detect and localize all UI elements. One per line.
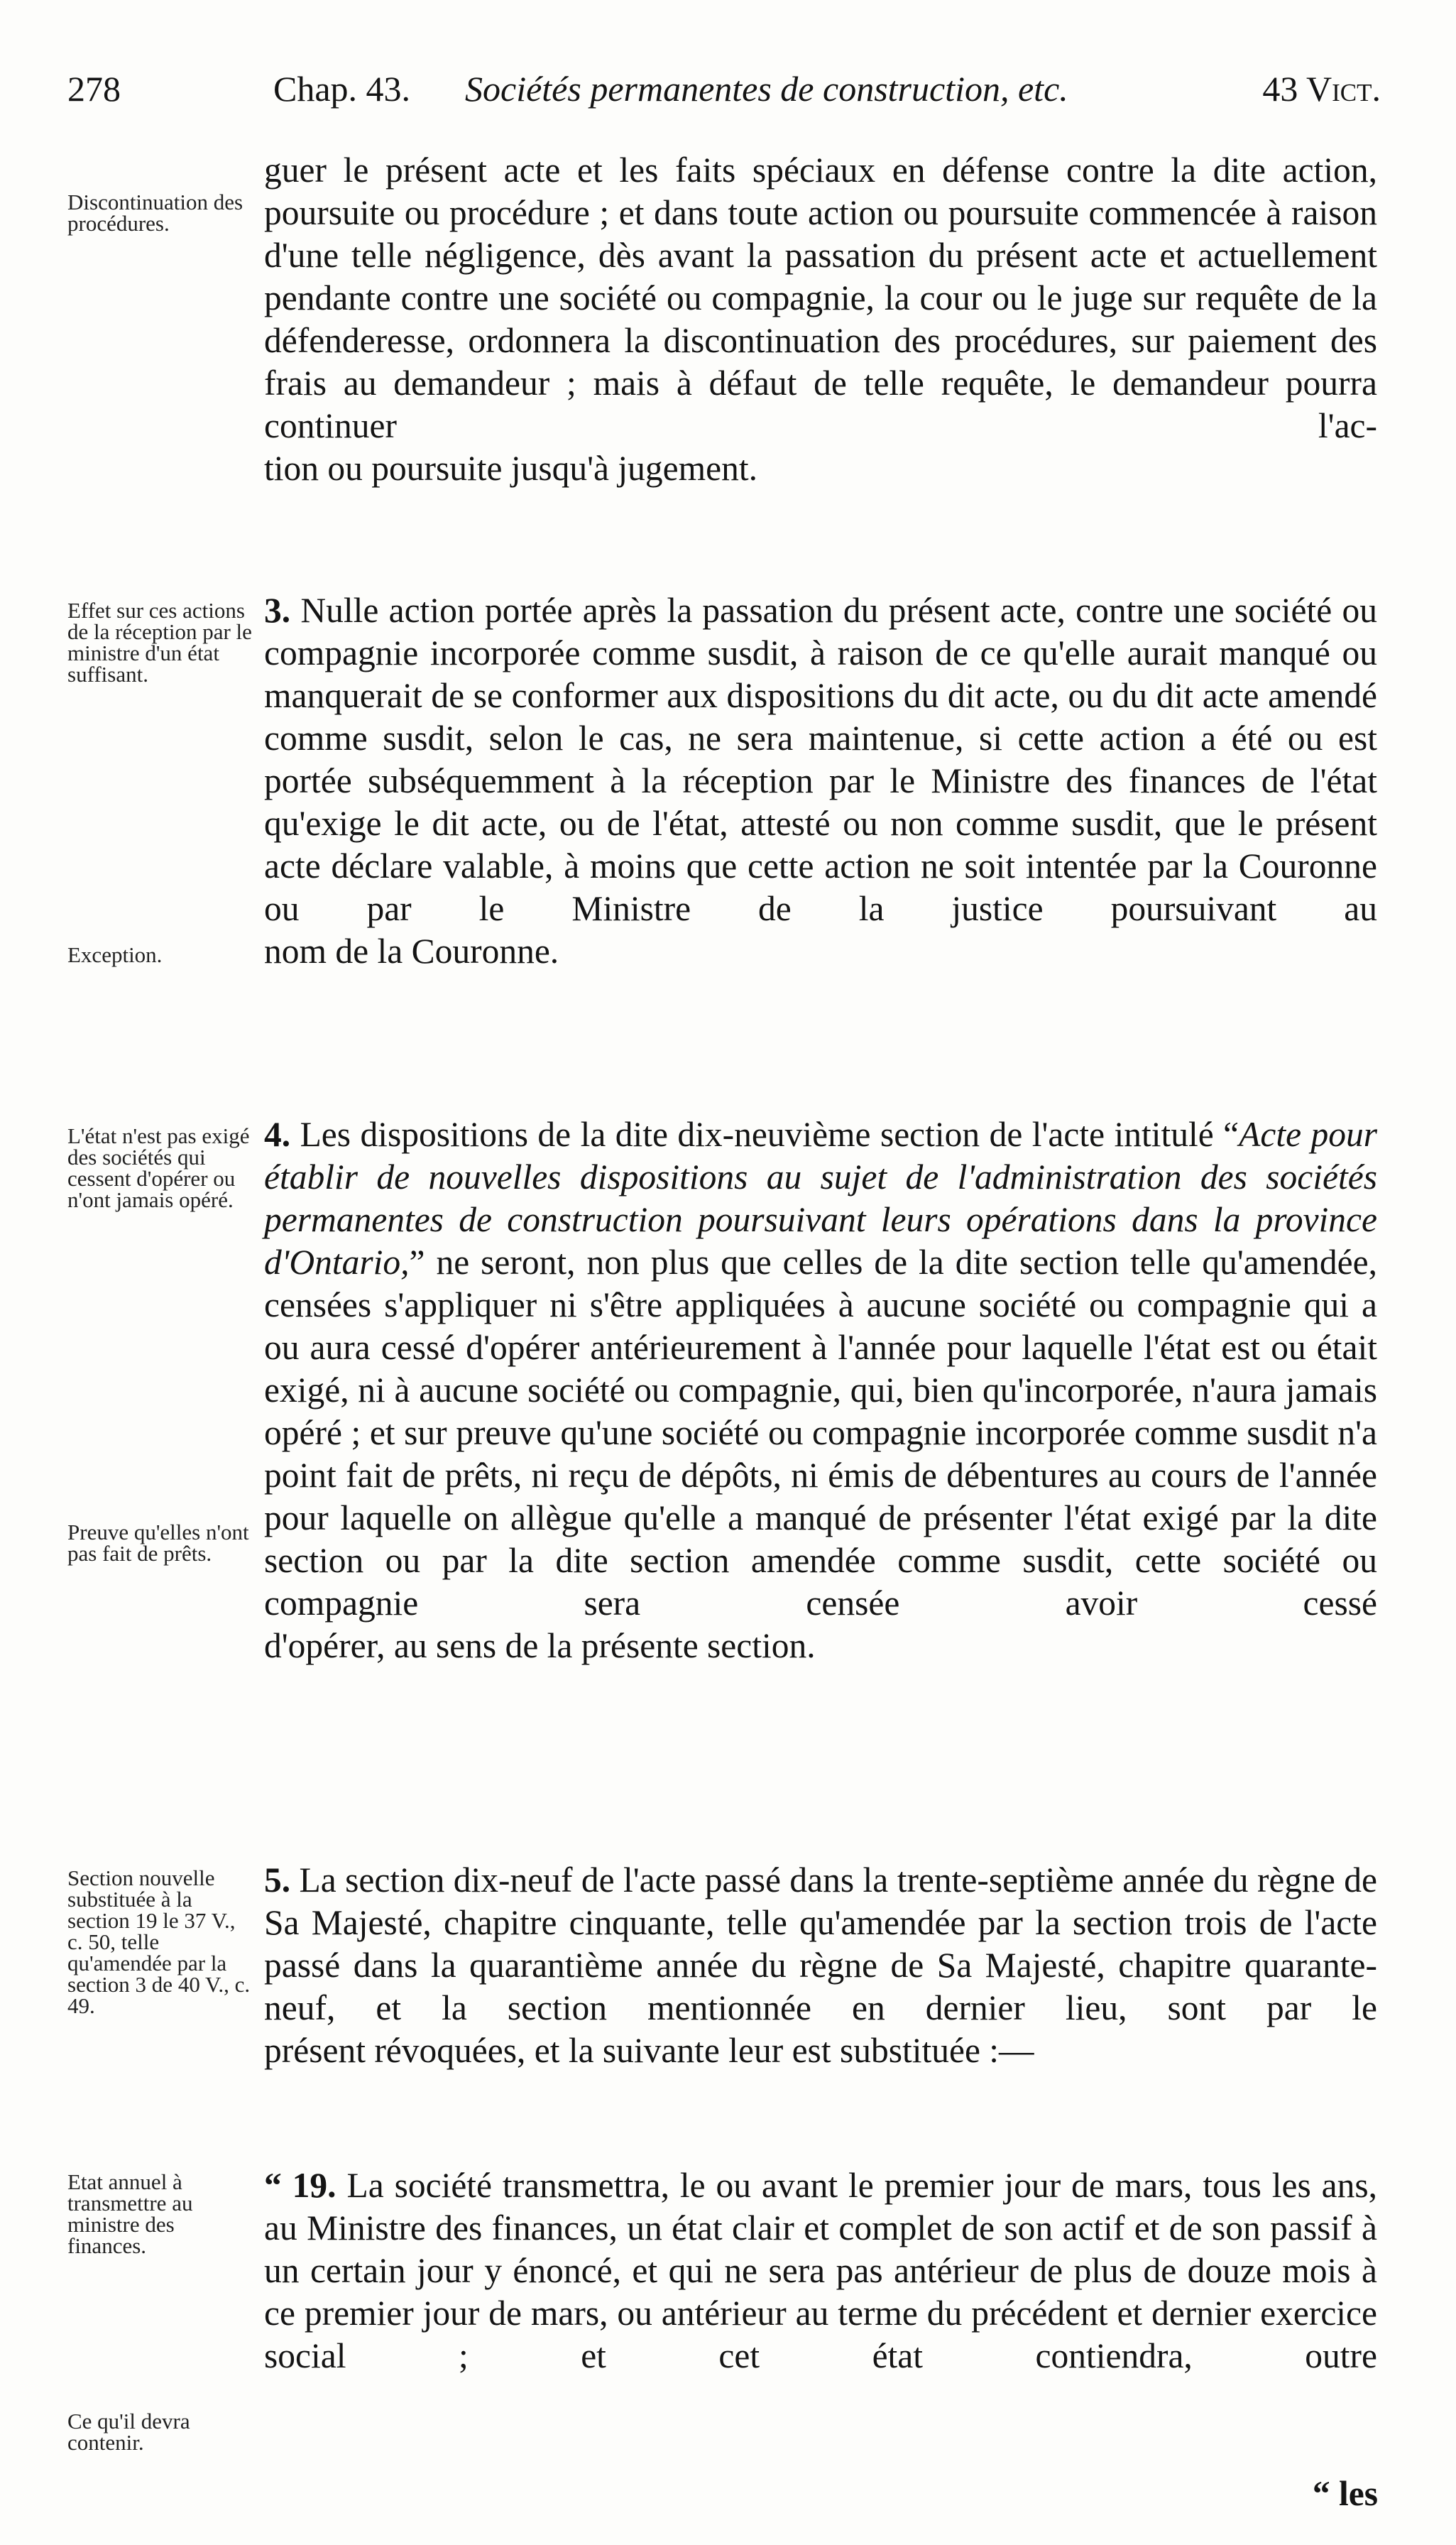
margin-note: L'état n'est pas exigé des sociétés qui cessent d'opérer ou n'ont jamais opéré.: [67, 1123, 250, 1212]
margin-note: Preuve qu'elles n'ont pas fait de prêts.: [67, 1520, 249, 1566]
section-number: 4.: [264, 1115, 291, 1154]
section-body: guer le présent acte et les faits spéciaux en défense contre la dite action, poursuite ou procédure ; et dans toute action ou poursuite commencée à raison d'une telle négligence, dès avant la passation du présent acte et actuellement pendante contre une société ou compagnie, la cour ou le juge sur requête de la défenderesse, ordonnera la discontinuation des procédures, sur paiement des frais au demandeur ; mais à défaut de telle requête, le demandeur pourra continuer l'ac- tion ou poursuite jusqu'à jugement.: [264, 151, 1377, 488]
regnal-year: 43 Vict.: [1262, 69, 1381, 109]
margin-note: Ce qu'il devra contenir.: [67, 2409, 190, 2455]
act-title: Acte pour établir de nouvelles dispositions au sujet de l'administration des sociétés permanentes de construction poursuivant leurs opérations dans la province d'Ontario,: [264, 1115, 1377, 1282]
section-body: 4. Les dispositions de la dite dix-neuvième section de l'acte intitulé “Acte pour établir de nouvelles dispositions au sujet de l'administration des sociétés permanentes de construction poursuivant leurs opérations dans la province d'Ontario,” ne seront, non plus que celles de la dite section telle qu'amendée, censées s'appliquer ni s'être appliquées à aucune société ou compagnie qui a ou aura cessé d'opérer antérieurement à l'année pour laquelle l'état est ou était exigé, ni à aucune société ou compagnie, qui, bien qu'incorporée, n'aura jamais opéré ; et sur preuve qu'une société ou compagnie incorporée comme susdit n'a point fait de prêts, ni reçu de dépôts, ni émis de débentures au cours de l'année pour laquelle on allègue qu'elle a manqué de présenter l'état exigé par la dite section ou par la dite section amendée comme susdit, cette société ou compagnie sera censée avoir cessé d'opérer, au sens de la présente section.: [264, 1115, 1377, 1665]
catchword: “ les: [1312, 2474, 1378, 2513]
section-body: “ 19. La société transmettra, le ou avant le premier jour de mars, tous les ans, au Ministre des finances, un état clair et complet de son actif et de son passif à un certain jour y énoncé, et qui ne sera pas antérieur de plus de douze mois à ce premier jour de mars, ou antérieur au terme du précédent et dernier exercice social ; et cet état contiendra, outre: [264, 2166, 1378, 2375]
section-body: 3. Nulle action portée après la passation du présent acte, contre une société ou compagnie incorporée comme susdit, à raison de ce qu'elle aurait manqué ou manquerait de se conformer aux dispositions du dit acte, ou du dit acte amendé comme susdit, selon le cas, ne sera maintenue, si cette action a été ou est portée subséquemment à la réception par le Ministre des finances de l'état qu'exige le dit acte, ou de l'état, attesté ou non comme susdit, que le présent acte déclare valable, à moins que cette action ne soit intentée par la Couronne ou par le Ministre de la justice poursuivant au nom de la Couronne.: [264, 591, 1378, 971]
chapter-label: Chap. 43.: [273, 69, 411, 109]
running-header: [67, 60, 1388, 117]
margin-note: Etat annuel à transmettre au ministre des finances.: [67, 2169, 193, 2258]
margin-note: Exception.: [67, 942, 163, 967]
section-number: 3.: [264, 591, 291, 630]
margin-note: Section nouvelle substituée à la section 19 le 37 V., c. 50, telle qu'amendée par la section 3 de 40 V., c. 49.: [67, 1865, 251, 2018]
page-number: 278: [67, 69, 121, 109]
margin-note: Discontinuation des procédures.: [67, 190, 243, 236]
margin-note: Effet sur ces actions de la réception par le ministre d'un état suffisant.: [67, 598, 252, 687]
section-number: “ 19.: [264, 2166, 336, 2205]
section-number: 5.: [264, 1860, 291, 1900]
section-body: 5. La section dix-neuf de l'acte passé dans la trente-septième année du règne de Sa Majesté, chapitre cinquante, telle qu'amendée par la section trois de l'acte passé dans la quarantième année du règne de Sa Majesté, chapitre quarante-neuf, et la section mentionnée en dernier lieu, sont par le présent révoquées, et la suivante leur est substituée :—: [264, 1860, 1378, 2070]
running-title: Sociétés permanentes de construction, etc.: [465, 69, 1068, 109]
